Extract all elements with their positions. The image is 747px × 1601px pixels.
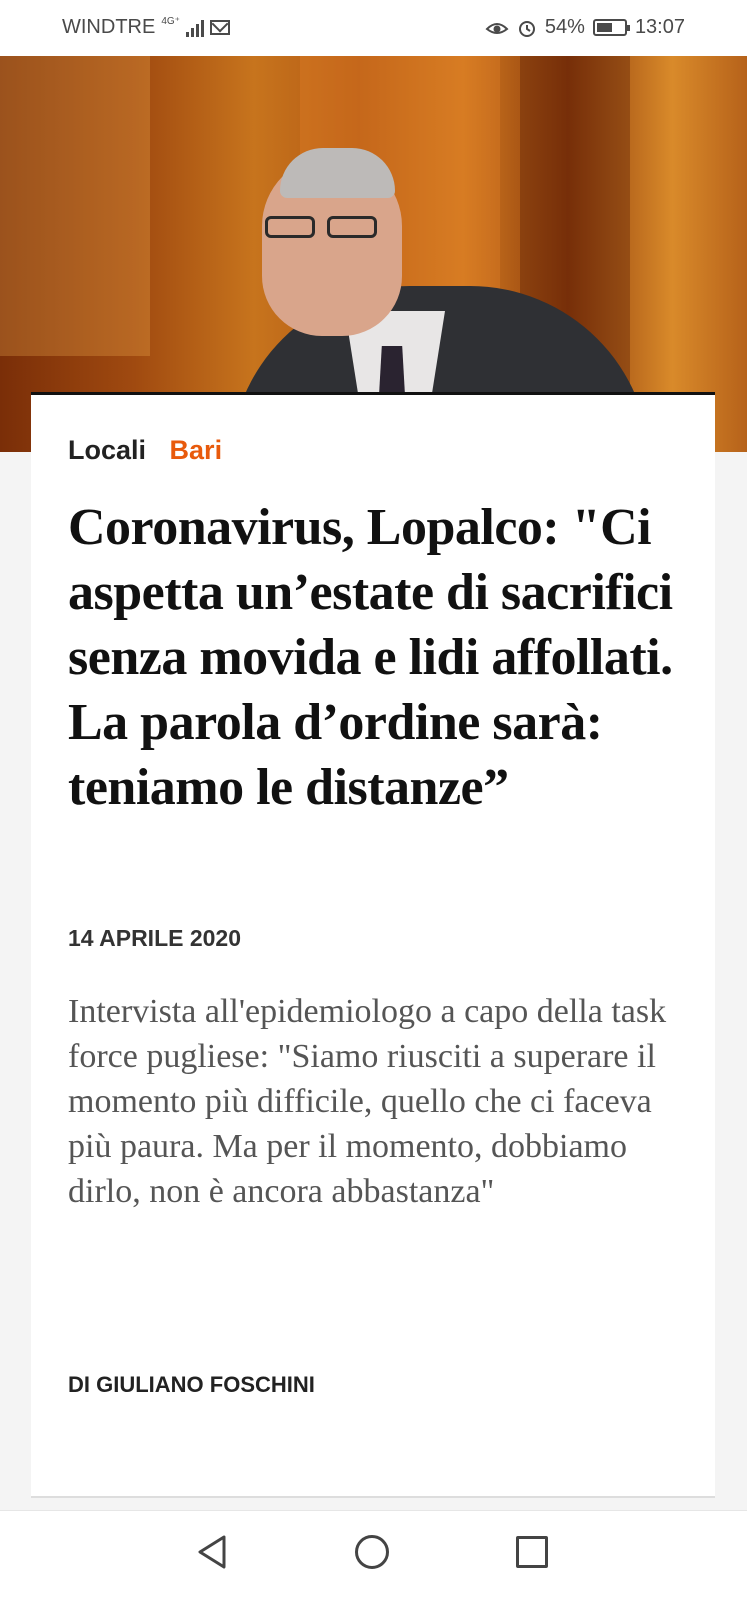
mail-icon xyxy=(210,20,230,35)
article-date: 14 APRILE 2020 xyxy=(68,925,242,951)
status-right xyxy=(485,16,685,39)
status-left xyxy=(62,16,230,39)
article-headline[interactable]: Coronavirus, Lopalco: "Ci aspetta un’estate di sacrifici senza movida e lidi affollati. La parola d’ordine sarà: teniamo le distanze” xyxy=(68,499,673,816)
network-type: 4G⁺ xyxy=(161,15,180,27)
alarm-icon xyxy=(517,18,537,38)
back-icon[interactable] xyxy=(196,1534,228,1570)
clock: 13:07 xyxy=(634,16,685,38)
signal-bars-icon xyxy=(186,19,204,37)
article-summary: Intervista all'epidemiologo a capo della task force pugliese: "Siamo riusciti a superare il momento più difficile, quello che ci faceva più paura. Ma per il momento, dobbiamo dirlo, non è ancora abbastanza" xyxy=(68,993,667,1210)
section-breadcrumb xyxy=(68,435,222,466)
background-panel xyxy=(0,56,150,356)
recent-apps-icon[interactable] xyxy=(516,1536,548,1568)
article-author: DI GIULIANO FOSCHINI xyxy=(68,1372,315,1397)
section-link[interactable]: Locali xyxy=(68,435,147,465)
city-link[interactable]: Bari xyxy=(169,435,223,465)
battery-percent: 54% xyxy=(544,16,585,38)
battery-icon xyxy=(593,19,627,36)
divider xyxy=(31,1496,715,1498)
article-card[interactable] xyxy=(31,392,715,1496)
home-icon[interactable] xyxy=(355,1535,389,1569)
glasses xyxy=(265,216,395,240)
navigation-bar xyxy=(0,1510,747,1601)
status-bar xyxy=(0,0,747,56)
person-hair xyxy=(280,148,395,198)
carrier-name: WINDTRE xyxy=(62,16,156,38)
eye-icon xyxy=(485,19,509,37)
